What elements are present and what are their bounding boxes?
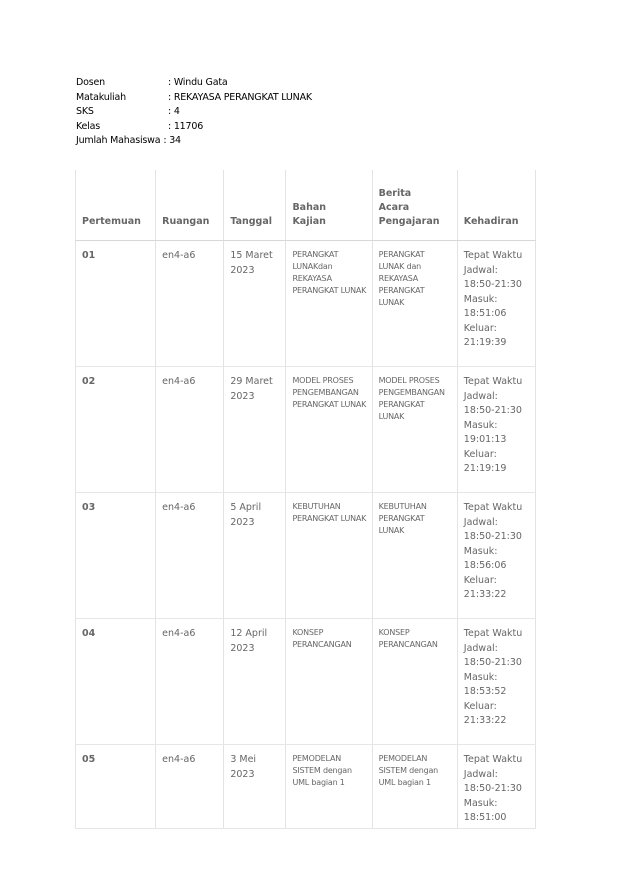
- cell-tanggal: 12 April 2023: [224, 619, 286, 745]
- info-sks: [76, 105, 312, 120]
- info-label: Dosen: [76, 77, 105, 88]
- cell-pertemuan: 03: [76, 493, 156, 619]
- info-value: : 11706: [168, 120, 204, 132]
- cell-kehadiran: [457, 619, 535, 745]
- kehadiran-masuk-value: 18:56:06: [463, 560, 507, 571]
- cell-tanggal: 29 Maret 2023: [224, 367, 286, 493]
- kehadiran-jadwal-value: 18:50-21:30: [463, 783, 522, 794]
- info-label: Kelas: [76, 120, 101, 132]
- kehadiran-keluar-label: Keluar:: [463, 700, 497, 712]
- cell-bahan-kajian: MODEL PROSES PENGEMBANGAN PERANGKAT LUNAK: [286, 367, 372, 493]
- header-ruangan: Ruangan: [156, 170, 224, 241]
- info-label: Jumlah Mahasiswa: [76, 135, 161, 146]
- kehadiran-masuk-label: Masuk:: [463, 797, 498, 809]
- cell-berita-acara: PEMODELAN SISTEM dengan UML bagian 1: [372, 745, 457, 829]
- kehadiran-status: Tepat Waktu: [463, 376, 523, 387]
- kehadiran-masuk-value: 18:51:06: [463, 308, 507, 319]
- info-value: : REKAYASA PERANGKAT LUNAK: [168, 91, 312, 103]
- info-value: : 4: [168, 106, 180, 117]
- cell-berita-acara: PERANGKAT LUNAK dan REKAYASA PERANGKAT LUNAK: [372, 241, 457, 367]
- cell-ruangan: en4-a6: [156, 241, 224, 367]
- header-kehadiran: Kehadiran: [457, 170, 535, 241]
- info-label: Matakuliah: [76, 91, 126, 103]
- kehadiran-keluar-value: 21:19:19: [463, 463, 507, 474]
- info-matakuliah: [76, 91, 312, 106]
- kehadiran-keluar-label: Keluar:: [463, 448, 497, 460]
- cell-tanggal: 15 Maret 2023: [224, 241, 286, 367]
- cell-ruangan: en4-a6: [156, 745, 224, 829]
- cell-ruangan: en4-a6: [156, 493, 224, 619]
- kehadiran-masuk-label: Masuk:: [463, 545, 498, 557]
- info-value: : 34: [163, 135, 181, 146]
- kehadiran-masuk-label: Masuk:: [463, 671, 498, 683]
- table-row: [76, 619, 536, 745]
- cell-berita-acara: MODEL PROSES PENGEMBANGAN PERANGKAT LUNAK: [372, 367, 457, 493]
- cell-bahan-kajian: PERANGKAT LUNAKdan REKAYASA PERANGKAT LUNAK: [286, 241, 372, 367]
- info-dosen: [76, 76, 312, 91]
- header-pertemuan: Pertemuan: [76, 170, 156, 241]
- kehadiran-status: Tepat Waktu: [463, 502, 523, 513]
- cell-kehadiran: [457, 241, 535, 367]
- cell-berita-acara: KEBUTUHAN PERANGKAT LUNAK: [372, 493, 457, 619]
- cell-ruangan: en4-a6: [156, 367, 224, 493]
- info-jumlah: [76, 134, 312, 149]
- cell-ruangan: en4-a6: [156, 619, 224, 745]
- kehadiran-masuk-label: Masuk:: [463, 293, 498, 305]
- kehadiran-masuk-value: 19:01:13: [463, 434, 507, 445]
- info-label: SKS: [76, 106, 94, 117]
- kehadiran-keluar-label: Keluar:: [463, 322, 497, 334]
- cell-pertemuan: 05: [76, 745, 156, 829]
- kehadiran-status: Tepat Waktu: [463, 628, 523, 639]
- header-tanggal: Tanggal: [224, 170, 286, 241]
- table-row: [76, 493, 536, 619]
- kehadiran-jadwal-value: 18:50-21:30: [463, 657, 522, 668]
- header-berita-acara: Berita Acara Pengajaran: [372, 170, 457, 241]
- cell-bahan-kajian: KONSEP PERANCANGAN: [286, 619, 372, 745]
- kehadiran-masuk-label: Masuk:: [463, 419, 498, 431]
- cell-tanggal: 5 April 2023: [224, 493, 286, 619]
- kehadiran-masuk-value: 18:51:00: [463, 812, 507, 823]
- kehadiran-jadwal-label: Jadwal:: [463, 264, 498, 276]
- kehadiran-masuk-value: 18:53:52: [463, 686, 507, 697]
- cell-berita-acara: KONSEP PERANCANGAN: [372, 619, 457, 745]
- cell-pertemuan: 01: [76, 241, 156, 367]
- kehadiran-status: Tepat Waktu: [463, 754, 523, 765]
- cell-pertemuan: 04: [76, 619, 156, 745]
- table-row: [76, 745, 536, 829]
- table-row: [76, 241, 536, 367]
- kehadiran-jadwal-value: 18:50-21:30: [463, 279, 522, 290]
- cell-kehadiran: [457, 745, 535, 829]
- kehadiran-keluar-label: Keluar:: [463, 574, 497, 586]
- cell-bahan-kajian: KEBUTUHAN PERANGKAT LUNAK: [286, 493, 372, 619]
- attendance-table: [75, 170, 536, 829]
- course-info: [76, 76, 312, 149]
- cell-kehadiran: [457, 493, 535, 619]
- header-bahan-kajian: Bahan Kajian: [286, 170, 372, 241]
- kehadiran-keluar-value: 21:33:22: [463, 715, 507, 726]
- cell-tanggal: 3 Mei 2023: [224, 745, 286, 829]
- info-value: : Windu Gata: [168, 77, 228, 88]
- kehadiran-jadwal-label: Jadwal:: [463, 390, 498, 402]
- cell-kehadiran: [457, 367, 535, 493]
- kehadiran-jadwal-value: 18:50-21:30: [463, 531, 522, 542]
- kehadiran-jadwal-label: Jadwal:: [463, 768, 498, 780]
- cell-bahan-kajian: PEMODELAN SISTEM dengan UML bagian 1: [286, 745, 372, 829]
- kehadiran-keluar-value: 21:19:39: [463, 337, 507, 348]
- cell-pertemuan: 02: [76, 367, 156, 493]
- kehadiran-jadwal-value: 18:50-21:30: [463, 405, 522, 416]
- info-kelas: [76, 120, 312, 135]
- table-header-row: [76, 170, 536, 241]
- kehadiran-status: Tepat Waktu: [463, 250, 523, 261]
- kehadiran-jadwal-label: Jadwal:: [463, 642, 498, 654]
- kehadiran-jadwal-label: Jadwal:: [463, 516, 498, 528]
- kehadiran-keluar-value: 21:33:22: [463, 589, 507, 600]
- table-row: [76, 367, 536, 493]
